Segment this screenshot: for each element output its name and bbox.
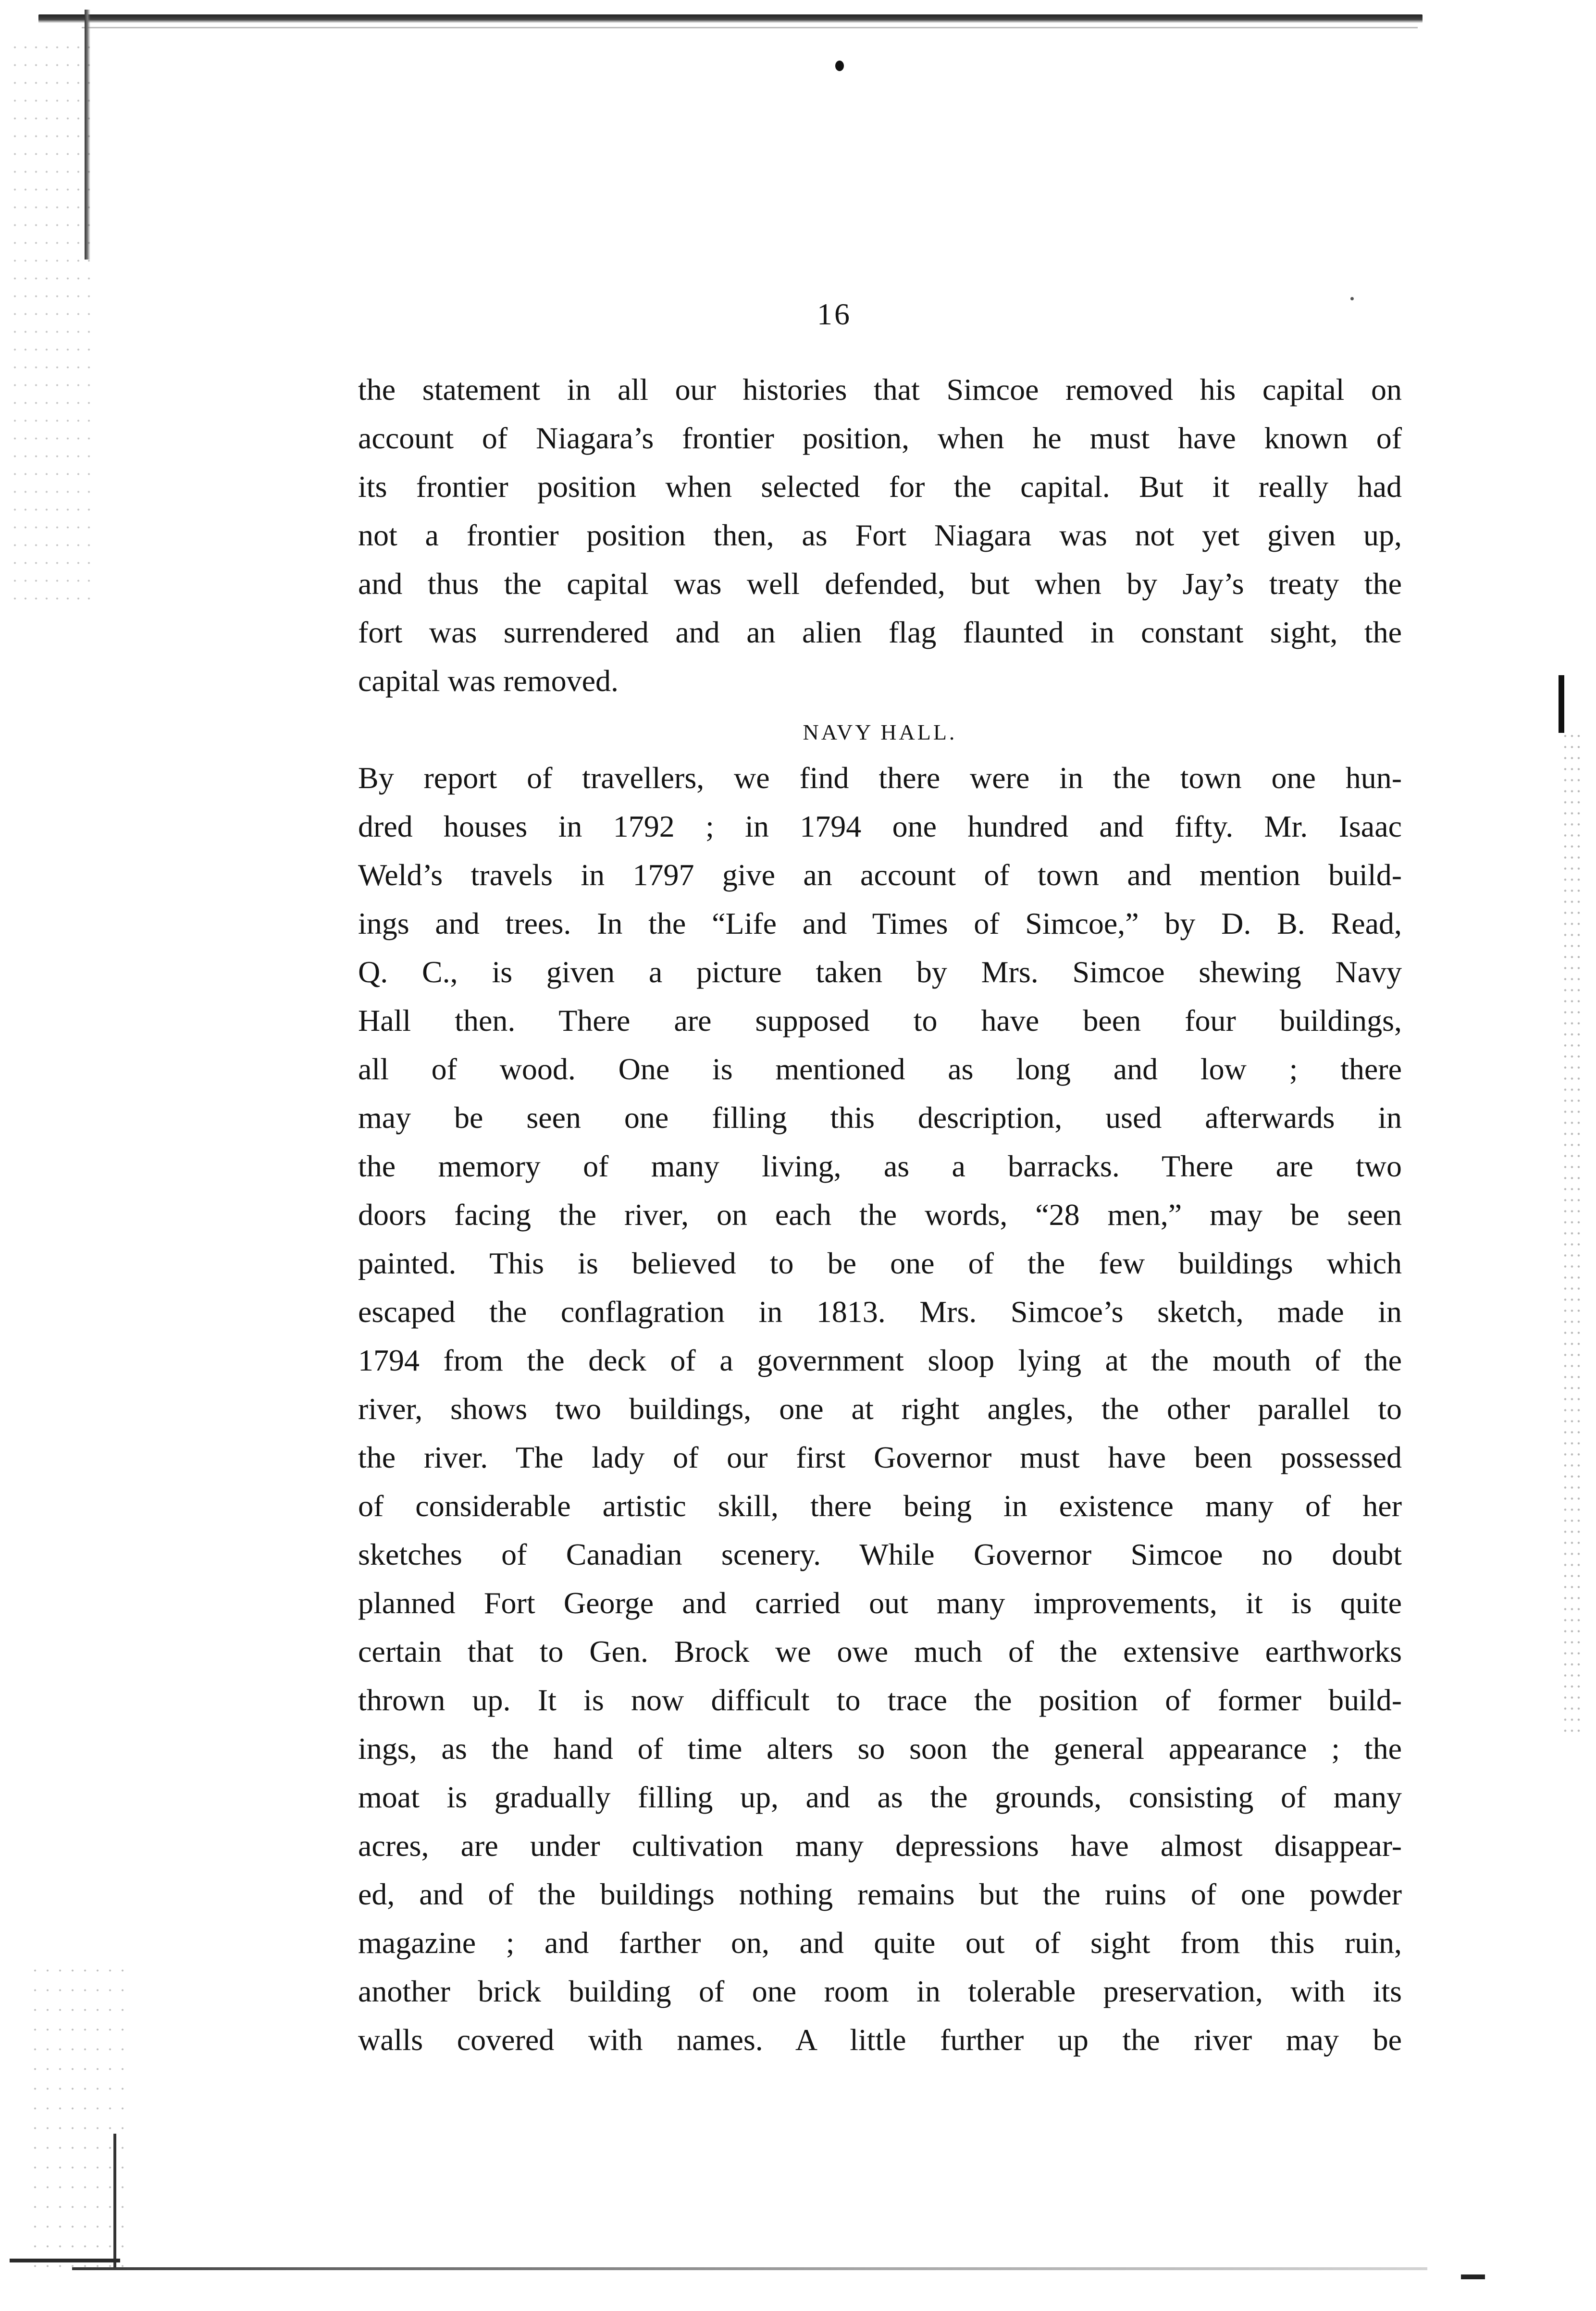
scan-left-specks [10, 38, 96, 615]
text-line: the memory of many living, as a barracks. There are two [358, 1149, 1402, 1183]
scan-ink-speck [1350, 297, 1354, 300]
text-line: painted. This is believed to be one of the few buildings which [358, 1246, 1402, 1280]
text-line: Hall then. There are supposed to have been four buildings, [358, 1003, 1402, 1038]
scan-right-specks [1562, 730, 1581, 1740]
text-line: the statement in all our histories that Simcoe removed his capital on [358, 372, 1402, 407]
text-line: of considerable artistic skill, there being in existence many of her [358, 1489, 1402, 1523]
text-line: walls covered with names. A little further up the river may be [358, 2023, 1402, 2057]
scan-top-edge [38, 14, 1423, 23]
body-text [358, 365, 1402, 2064]
text-line: Q. C., is given a picture taken by Mrs. Simcoe shewing Navy [358, 955, 1402, 989]
text-line: ed, and of the buildings nothing remains but the ruins of one powder [358, 1877, 1402, 1911]
scan-ink-dot [835, 61, 844, 71]
scan-bottom-edge [72, 2267, 1427, 2270]
text-line: account of Niagara’s frontier position, when he must have known of [358, 421, 1402, 455]
text-line: may be seen one filling this description, used afterwards in [358, 1100, 1402, 1135]
scan-right-mark [1559, 675, 1564, 733]
section-heading: NAVY HALL. [803, 720, 957, 744]
text-line: river, shows two buildings, one at right angles, the other parallel to [358, 1392, 1402, 1426]
text-line: doors facing the river, on each the words, “28 men,” may be seen [358, 1198, 1402, 1232]
text-line: all of wood. One is mentioned as long and low ; there [358, 1052, 1402, 1086]
text-line: escaped the conflagration in 1813. Mrs. Simcoe’s sketch, made in [358, 1295, 1402, 1329]
page-number: 16 [817, 297, 852, 331]
text-line: planned Fort George and carried out many improvements, it is quite [358, 1586, 1402, 1620]
text-line: not a frontier position then, as Fort Niagara was not yet given up, [358, 518, 1402, 552]
text-line: ings, as the hand of time alters so soon the general appearance ; the [358, 1731, 1402, 1766]
text-line: and thus the capital was well defended, but when by Jay’s treaty the [358, 567, 1402, 601]
scan-bottom-corner [10, 2259, 120, 2262]
text-line: sketches of Canadian scenery. While Governor Simcoe no doubt [358, 1537, 1402, 1571]
scan-left-bottom-specks [29, 1961, 125, 2268]
text-line: thrown up. It is now difficult to trace the position of former build- [358, 1683, 1402, 1717]
text-line: By report of travellers, we find there were in the town one hun- [358, 761, 1402, 795]
text-line: certain that to Gen. Brock we owe much of the extensive earthworks [358, 1634, 1402, 1668]
text-line: acres, are under cultivation many depressions have almost disappear- [358, 1829, 1402, 1863]
scan-bottom-right-dash [1461, 2274, 1485, 2279]
scan-top-edge-shadow [82, 27, 1418, 28]
text-line: 1794 from the deck of a government sloop lying at the mouth of the [358, 1343, 1402, 1377]
text-line: moat is gradually filling up, and as the grounds, consisting of many [358, 1780, 1402, 1814]
text-line: its frontier position when selected for the capital. But it really had [358, 470, 1402, 504]
text-line: dred houses in 1792 ; in 1794 one hundred and fifty. Mr. Isaac [358, 809, 1402, 843]
scan-bottom-corner-stem [113, 2134, 116, 2268]
text-line: fort was surrendered and an alien flag flaunted in constant sight, the [358, 615, 1402, 649]
text-line: ings and trees. In the “Life and Times of Simcoe,” by D. B. Read, [358, 906, 1402, 940]
text-line: the river. The lady of our first Governor must have been possessed [358, 1440, 1402, 1474]
text-line: Weld’s travels in 1797 give an account of town and mention build- [358, 858, 1402, 892]
text-line: another brick building of one room in tolerable preservation, with its [358, 1974, 1402, 2008]
text-line: capital was removed. [358, 664, 619, 698]
text-line: magazine ; and farther on, and quite out of sight from this ruin, [358, 1926, 1402, 1960]
